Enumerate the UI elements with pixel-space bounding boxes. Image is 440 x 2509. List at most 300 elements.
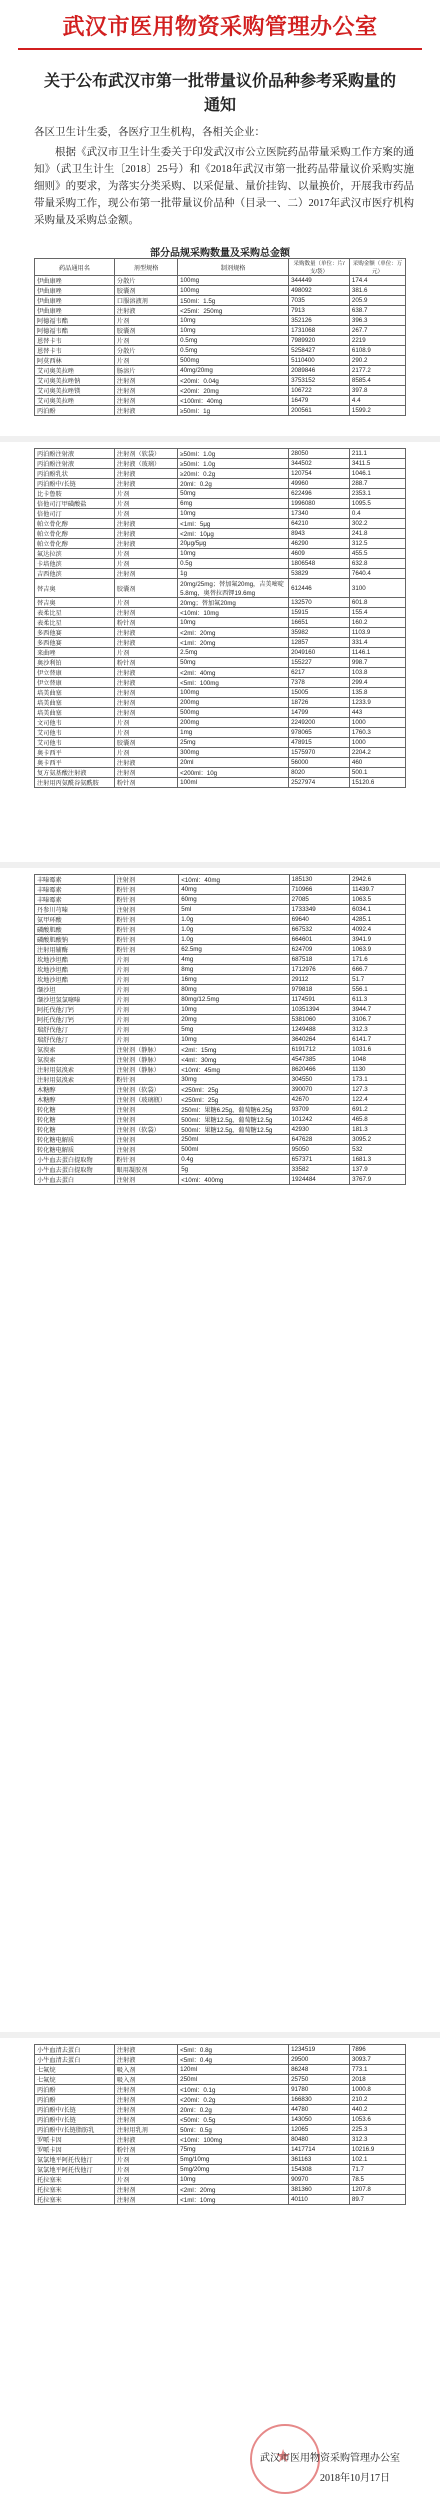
cell-drug-name: 罗哌卡因	[35, 2145, 115, 2155]
table-row	[35, 1145, 406, 1155]
cell-dosage-form: 片剂	[114, 549, 177, 559]
cell-amount: 2177.2	[349, 366, 405, 376]
table-row	[35, 688, 406, 698]
cell-quantity: 29112	[289, 975, 350, 985]
cell-spec: <2ml：15mg	[179, 1045, 289, 1055]
cell-drug-name: 艾司奥美拉唑镁	[35, 386, 115, 396]
cell-drug-name: 帕立骨化醇	[35, 529, 115, 539]
cell-drug-name: 丙泊酚中/长链脂肪乳	[35, 2125, 115, 2135]
cell-amount: 381.6	[349, 286, 405, 296]
cell-drug-name: 阿德福韦酯	[35, 326, 115, 336]
cell-dosage-form: 片剂	[114, 975, 179, 985]
cell-dosage-form: 片剂	[114, 499, 177, 509]
cell-quantity: 27085	[289, 895, 350, 905]
cell-quantity: 166830	[289, 2095, 350, 2105]
cell-drug-name: 丙泊酚注射液	[35, 459, 115, 469]
cell-amount: 1053.6	[349, 2115, 405, 2125]
cell-quantity: 42670	[289, 1095, 350, 1105]
cell-spec: <10ml：40mg	[179, 875, 289, 885]
cell-dosage-form: 胶囊剂	[114, 326, 177, 336]
cell-amount: 135.8	[349, 688, 405, 698]
cell-amount: 290.2	[349, 356, 405, 366]
table-row	[35, 469, 406, 479]
cell-spec: 500mg	[178, 356, 289, 366]
table-row	[35, 326, 406, 336]
header-amount: 采购金额（单位：万元）	[349, 259, 405, 276]
table-row	[35, 479, 406, 489]
footer-date: 2018年10月17日	[320, 2473, 390, 2484]
cell-amount: 8585.4	[349, 376, 405, 386]
cell-quantity: 3640264	[289, 1035, 350, 1045]
cell-spec: 2.5mg	[178, 648, 289, 658]
cell-amount: 3106.7	[350, 1015, 406, 1025]
cell-dosage-form: 片剂	[114, 748, 177, 758]
cell-quantity: 2527974	[289, 778, 350, 788]
cell-dosage-form: 粉针剂	[114, 895, 179, 905]
cell-quantity: 3753152	[289, 376, 350, 386]
cell-spec: <5ml：0.8g	[178, 2045, 289, 2055]
cell-spec: <1ml：20mg	[178, 638, 289, 648]
table-row	[35, 748, 406, 758]
table-row	[35, 489, 406, 499]
cell-dosage-form: 注射液	[114, 2055, 177, 2065]
cell-quantity: 12065	[289, 2125, 350, 2135]
cell-drug-name: 奥卡西平	[35, 758, 115, 768]
table-row	[35, 1065, 406, 1075]
cell-dosage-form: 注射液	[114, 519, 177, 529]
cell-quantity: 90970	[289, 2175, 350, 2185]
cell-drug-name: 七氟烷	[35, 2065, 115, 2075]
cell-amount: 15120.6	[349, 778, 405, 788]
cell-amount: 1760.3	[349, 728, 405, 738]
table-row	[35, 995, 406, 1005]
cell-drug-name: 丙泊酚注射液	[35, 449, 115, 459]
cell-spec: <50ml：0.5g	[178, 2115, 289, 2125]
cell-drug-name: 转化糖	[35, 1125, 115, 1135]
cell-amount: 998.7	[349, 658, 405, 668]
procurement-table-3	[34, 874, 406, 1185]
table-row	[35, 509, 406, 519]
cell-drug-name: 艾司奥美拉唑	[35, 396, 115, 406]
cell-quantity: 4547385	[289, 1055, 350, 1065]
cell-amount: 122.4	[350, 1095, 406, 1105]
cell-spec: 100mg	[178, 276, 289, 286]
cell-drug-name: 坎地沙坦酯	[35, 975, 115, 985]
cell-dosage-form: 片剂	[114, 336, 177, 346]
cell-quantity: 5381060	[289, 1015, 350, 1025]
cell-drug-name: 氨溴索	[35, 1045, 115, 1055]
cell-dosage-form: 注射剂（静脉）	[114, 1065, 179, 1075]
cell-quantity: 143050	[289, 2115, 350, 2125]
cell-spec: 500ml：果糖12.5g，葡萄糖12.5g	[179, 1125, 289, 1135]
cell-amount: 691.2	[350, 1105, 406, 1115]
table-row	[35, 1125, 406, 1135]
cell-dosage-form: 片剂	[114, 1025, 179, 1035]
cell-quantity: 1575970	[289, 748, 350, 758]
procurement-table-2	[34, 448, 406, 788]
cell-quantity: 44780	[289, 2105, 350, 2115]
cell-quantity: 16479	[289, 396, 350, 406]
cell-amount: 397.8	[349, 386, 405, 396]
cell-amount: 102.1	[349, 2155, 405, 2165]
cell-dosage-form: 胶囊剂	[114, 738, 177, 748]
cell-drug-name: 伊立替康	[35, 668, 115, 678]
cell-spec: 500ml：果糖12.5g，葡萄糖12.5g	[179, 1115, 289, 1125]
table-row	[35, 1055, 406, 1065]
cell-drug-name: 艾司他韦	[35, 728, 115, 738]
cell-spec: 80mg/12.5mg	[179, 995, 289, 1005]
table-row	[35, 668, 406, 678]
cell-quantity: 8620466	[289, 1065, 350, 1075]
table-row	[35, 549, 406, 559]
cell-amount: 1681.3	[350, 1155, 406, 1165]
cell-amount: 2018	[349, 2075, 405, 2085]
cell-dosage-form: 注射剂	[114, 569, 177, 579]
cell-dosage-form: 注射液	[114, 306, 177, 316]
cell-spec: 80mg	[179, 985, 289, 995]
cell-spec: <10ml：400mg	[179, 1175, 289, 1185]
table-row	[35, 2045, 406, 2055]
table-row	[35, 1045, 406, 1055]
cell-quantity: 622496	[289, 489, 350, 499]
cell-drug-name: 培美曲塞	[35, 698, 115, 708]
cell-quantity: 80480	[289, 2135, 350, 2145]
cell-spec: <20ml：0.2g	[178, 2095, 289, 2105]
cell-quantity: 352126	[289, 316, 350, 326]
cell-drug-name: 转化糖电解质	[35, 1135, 115, 1145]
cell-spec: <2ml：40mg	[178, 668, 289, 678]
cell-dosage-form: 注射剂	[114, 376, 177, 386]
cell-dosage-form: 注射剂（玻璃瓶）	[114, 1095, 179, 1105]
cell-dosage-form: 注射剂	[114, 386, 177, 396]
cell-spec: ≥50ml：1.0g	[178, 459, 289, 469]
cell-spec: 75mg	[178, 2145, 289, 2155]
cell-quantity: 28050	[289, 449, 350, 459]
cell-dosage-form: 注射液	[114, 678, 177, 688]
table-row	[35, 1135, 406, 1145]
cell-drug-name: 注射用氨溴索	[35, 1065, 115, 1075]
cell-spec: <10ml：45mg	[179, 1065, 289, 1075]
table-row	[35, 975, 406, 985]
cell-dosage-form: 肠溶片	[114, 366, 177, 376]
cell-dosage-form: 胶囊剂	[114, 286, 177, 296]
cell-spec: 200mg	[178, 718, 289, 728]
cell-quantity: 49960	[289, 479, 350, 489]
header-dosage-form: 剂型规格	[114, 259, 177, 276]
table-row	[35, 2095, 406, 2105]
cell-amount: 4285.1	[350, 915, 406, 925]
cell-spec: <20ml：0.04g	[178, 376, 289, 386]
cell-dosage-form: 注射剂	[114, 698, 177, 708]
cell-drug-name: 伊曲康唑	[35, 276, 115, 286]
cell-quantity: 8020	[289, 768, 350, 778]
cell-spec: 0.4g	[179, 1155, 289, 1165]
cell-amount: 171.6	[350, 955, 406, 965]
cell-amount: 11439.7	[350, 885, 406, 895]
cell-amount: 396.3	[349, 316, 405, 326]
cell-drug-name: 伊立替康	[35, 678, 115, 688]
cell-amount: 465.8	[350, 1115, 406, 1125]
cell-quantity: 15005	[289, 688, 350, 698]
table-row	[35, 386, 406, 396]
table-body-section-1	[35, 276, 406, 416]
cell-amount: 460	[349, 758, 405, 768]
cell-drug-name: 培美曲塞	[35, 688, 115, 698]
cell-spec: 250ml：果糖6.25g，葡萄糖6.25g	[179, 1105, 289, 1115]
cell-amount: 2353.1	[349, 489, 405, 499]
cell-dosage-form: 片剂	[114, 2175, 177, 2185]
cell-amount: 241.8	[349, 529, 405, 539]
cell-drug-name: 奥沙利铂	[35, 658, 115, 668]
cell-spec: 20mg/25mg；替加氟20mg，吉美嘧啶5.8mg，奥替拉西钾19.6mg	[178, 579, 289, 598]
cell-dosage-form: 片剂	[114, 1005, 179, 1015]
cell-quantity: 15915	[289, 608, 350, 618]
cell-spec: <250ml：25g	[179, 1085, 289, 1095]
cell-amount: 312.3	[349, 2135, 405, 2145]
cell-quantity: 5110400	[289, 356, 350, 366]
cell-amount: 1095.5	[349, 499, 405, 509]
cell-amount: 1046.1	[349, 469, 405, 479]
cell-amount: 4.4	[349, 396, 405, 406]
cell-amount: 127.3	[350, 1085, 406, 1095]
cell-spec: <20ml：20mg	[178, 386, 289, 396]
table-body-section-3	[35, 875, 406, 1105]
cell-quantity: 478915	[289, 738, 350, 748]
cell-spec: <5ml：100mg	[178, 678, 289, 688]
cell-dosage-form: 粉针剂	[114, 915, 179, 925]
cell-quantity: 120754	[289, 469, 350, 479]
cell-spec: 20ml：0.2g	[178, 479, 289, 489]
org-header-title: 武汉市医用物资采购管理办公室	[62, 14, 378, 40]
cell-spec: 0.5mg	[178, 336, 289, 346]
cell-amount: 500.1	[349, 768, 405, 778]
table-row	[35, 758, 406, 768]
cell-spec: 250ml	[179, 1135, 289, 1145]
cell-drug-name: 罗哌卡因	[35, 2135, 115, 2145]
cell-spec: <10ml：0.1g	[178, 2085, 289, 2095]
cell-quantity: 664601	[289, 935, 350, 945]
table-row	[35, 1175, 406, 1185]
cell-quantity: 8943	[289, 529, 350, 539]
header-red-rule	[18, 48, 422, 50]
cell-spec: 10mg	[178, 2175, 289, 2185]
cell-drug-name: 小牛血去蛋白提取物	[35, 1155, 115, 1165]
cell-spec: 40mg	[179, 885, 289, 895]
cell-spec: 10mg	[179, 1005, 289, 1015]
cell-amount: 1000	[349, 718, 405, 728]
cell-amount: 6141.7	[350, 1035, 406, 1045]
cell-drug-name: 小牛血清去蛋白	[35, 2055, 115, 2065]
table-row	[35, 1085, 406, 1095]
table-row	[35, 306, 406, 316]
cell-amount: 1000.8	[349, 2085, 405, 2095]
cell-dosage-form: 片剂	[114, 995, 179, 1005]
cell-spec: 5mg/20mg	[178, 2165, 289, 2175]
cell-amount: 181.3	[350, 1125, 406, 1135]
cell-drug-name: 帕立骨化醇	[35, 519, 115, 529]
cell-dosage-form: 片剂	[114, 648, 177, 658]
table-row	[35, 648, 406, 658]
cell-amount: 455.5	[349, 549, 405, 559]
cell-amount: 3767.9	[350, 1175, 406, 1185]
table-row	[35, 778, 406, 788]
cell-spec: <2ml：20mg	[178, 628, 289, 638]
cell-amount: 1000	[349, 738, 405, 748]
procurement-table-1	[34, 258, 406, 416]
cell-drug-name: 丙泊酚乳状	[35, 469, 115, 479]
cell-drug-name: 丙泊酚中/长链	[35, 2105, 115, 2115]
cell-drug-name: 丙泊酚中/长链	[35, 2115, 115, 2125]
cell-amount: 1048	[350, 1055, 406, 1065]
cell-amount: 1207.8	[349, 2185, 405, 2195]
cell-dosage-form: 分散片	[114, 276, 177, 286]
cell-spec: 4mg	[179, 955, 289, 965]
table-row	[35, 1005, 406, 1015]
table-row	[35, 678, 406, 688]
cell-spec: 5ml	[179, 905, 289, 915]
page-3	[0, 874, 440, 2024]
cell-drug-name: 多西他赛	[35, 628, 115, 638]
cell-quantity: 1234519	[289, 2045, 350, 2055]
cell-dosage-form: 吸入剂	[114, 2075, 177, 2085]
cell-dosage-form: 眼用凝胶剂	[114, 1165, 179, 1175]
cell-amount: 173.1	[350, 1075, 406, 1085]
cell-drug-name: 艾司奥美拉唑钠	[35, 376, 115, 386]
cell-quantity: 64210	[289, 519, 350, 529]
cell-quantity: 1174591	[289, 995, 350, 1005]
table-row	[35, 875, 406, 885]
cell-quantity: 17340	[289, 509, 350, 519]
cell-drug-name: 替吉奥	[35, 598, 115, 608]
table-row	[35, 2125, 406, 2135]
cell-quantity: 95050	[289, 1145, 350, 1155]
cell-amount: 302.2	[349, 519, 405, 529]
cell-quantity: 35982	[289, 628, 350, 638]
cell-spec: 25mg	[178, 738, 289, 748]
cell-amount: 3411.5	[349, 459, 405, 469]
page-divider	[0, 862, 440, 868]
cell-amount: 225.3	[349, 2125, 405, 2135]
cell-dosage-form: 注射液	[114, 406, 177, 416]
cell-dosage-form: 片剂	[114, 509, 177, 519]
cell-dosage-form: 吸入剂	[114, 2065, 177, 2075]
cell-dosage-form: 注射剂	[114, 1135, 179, 1145]
cell-spec: <2ml：10μg	[178, 529, 289, 539]
cell-dosage-form: 粉针剂	[114, 658, 177, 668]
cell-dosage-form: 注射液	[114, 479, 177, 489]
cell-drug-name: 表柔比星	[35, 608, 115, 618]
table-row	[35, 1025, 406, 1035]
cell-quantity: 56000	[289, 758, 350, 768]
cell-dosage-form: 片剂	[114, 1035, 179, 1045]
cell-drug-name: 表柔比星	[35, 618, 115, 628]
notice-title: 关于公布武汉市第一批带量议价品种参考采购量的通知	[43, 73, 396, 114]
cell-spec: 500ml	[179, 1145, 289, 1155]
notice-body: 根据《武汉市卫生计生委关于印发武汉市公立医院药品带量采购工作方案的通知》（武卫生计生〔2018〕25号）和《2018年武汉市第一批药品带量议价采购实施细则》的要求，为落实分类采购、以采促量、量价挂钩、以量换价，开展我市药品带量采购工作，现公布第一批带量议价品种（目录一、二）2017年武汉市医疗机构采购量及采购总金额。	[34, 147, 414, 226]
cell-spec: 60mg	[179, 895, 289, 905]
cell-amount: 3095.2	[350, 1135, 406, 1145]
cell-drug-name: 木糖醇	[35, 1095, 115, 1105]
cell-drug-name: 复方氨基酸注射液	[35, 768, 115, 778]
cell-amount: 2219	[349, 336, 405, 346]
cell-dosage-form: 片剂	[114, 2155, 177, 2165]
cell-spec: 20ml：0.2g	[178, 2105, 289, 2115]
table-row	[35, 346, 406, 356]
cell-dosage-form: 注射剂（软袋）	[114, 1125, 179, 1135]
cell-spec: 6mg	[178, 499, 289, 509]
cell-drug-name: 磷酸肌酸钠	[35, 935, 115, 945]
table-body-section-3-tall	[35, 1105, 406, 1135]
cell-dosage-form: 粉针剂	[114, 618, 177, 628]
table-row	[35, 459, 406, 469]
cell-quantity: 1806548	[289, 559, 350, 569]
cell-drug-name: 木糖醇	[35, 1085, 115, 1095]
cell-quantity: 106722	[289, 386, 350, 396]
cell-spec: 16mg	[179, 975, 289, 985]
table-row	[35, 768, 406, 778]
cell-amount: 601.8	[349, 598, 405, 608]
cell-drug-name: 丙泊酚	[35, 406, 115, 416]
cell-drug-name: 氨甲环酸	[35, 915, 115, 925]
cell-quantity: 33582	[289, 1165, 350, 1175]
table-row	[35, 698, 406, 708]
table-row	[35, 618, 406, 628]
cell-drug-name: 缬沙坦氢氯噻嗪	[35, 995, 115, 1005]
cell-dosage-form: 注射剂	[114, 1145, 179, 1155]
cell-quantity: 154308	[289, 2165, 350, 2175]
salutation: 各区卫生计生委，各医疗卫生机构，各相关企业：	[34, 127, 265, 138]
table-row	[35, 296, 406, 306]
cell-drug-name: 丰嗪霉素	[35, 895, 115, 905]
table-row	[35, 529, 406, 539]
cell-dosage-form: 粉针剂	[114, 2145, 177, 2155]
table-row	[35, 539, 406, 549]
cell-amount: 3100	[349, 579, 405, 598]
table-body-section-3b	[35, 1135, 406, 1185]
cell-spec: 5g	[179, 1165, 289, 1175]
cell-amount: 331.4	[349, 638, 405, 648]
cell-amount: 103.8	[349, 668, 405, 678]
cell-dosage-form: 片剂	[114, 2165, 177, 2175]
cell-drug-name: 氨溴索	[35, 1055, 115, 1065]
cell-spec: 50mg	[178, 658, 289, 668]
cell-amount: 666.7	[350, 965, 406, 975]
cell-drug-name: 艾司他韦	[35, 738, 115, 748]
table-row	[35, 336, 406, 346]
table-row	[35, 519, 406, 529]
table-row	[35, 1155, 406, 1165]
table-row	[35, 2055, 406, 2065]
cell-spec: 10mg	[178, 618, 289, 628]
cell-spec: <1ml：10mg	[178, 2195, 289, 2205]
table-row	[35, 2165, 406, 2175]
cell-quantity: 657371	[289, 1155, 350, 1165]
cell-spec: ≥50ml：1g	[178, 406, 289, 416]
cell-spec: 1.0g	[179, 935, 289, 945]
cell-amount: 1233.9	[349, 698, 405, 708]
cell-dosage-form: 注射剂	[114, 1105, 179, 1115]
cell-spec: <4ml：30mg	[179, 1055, 289, 1065]
cell-drug-name: 瑞舒伐他汀	[35, 1035, 115, 1045]
cell-spec: 30mg	[179, 1075, 289, 1085]
table-row	[35, 1115, 406, 1125]
table-row	[35, 608, 406, 618]
cell-drug-name: 多西他赛	[35, 638, 115, 648]
cell-quantity: 29500	[289, 2055, 350, 2065]
cell-quantity: 1924484	[289, 1175, 350, 1185]
page-2	[0, 448, 440, 848]
cell-quantity: 7035	[289, 296, 350, 306]
